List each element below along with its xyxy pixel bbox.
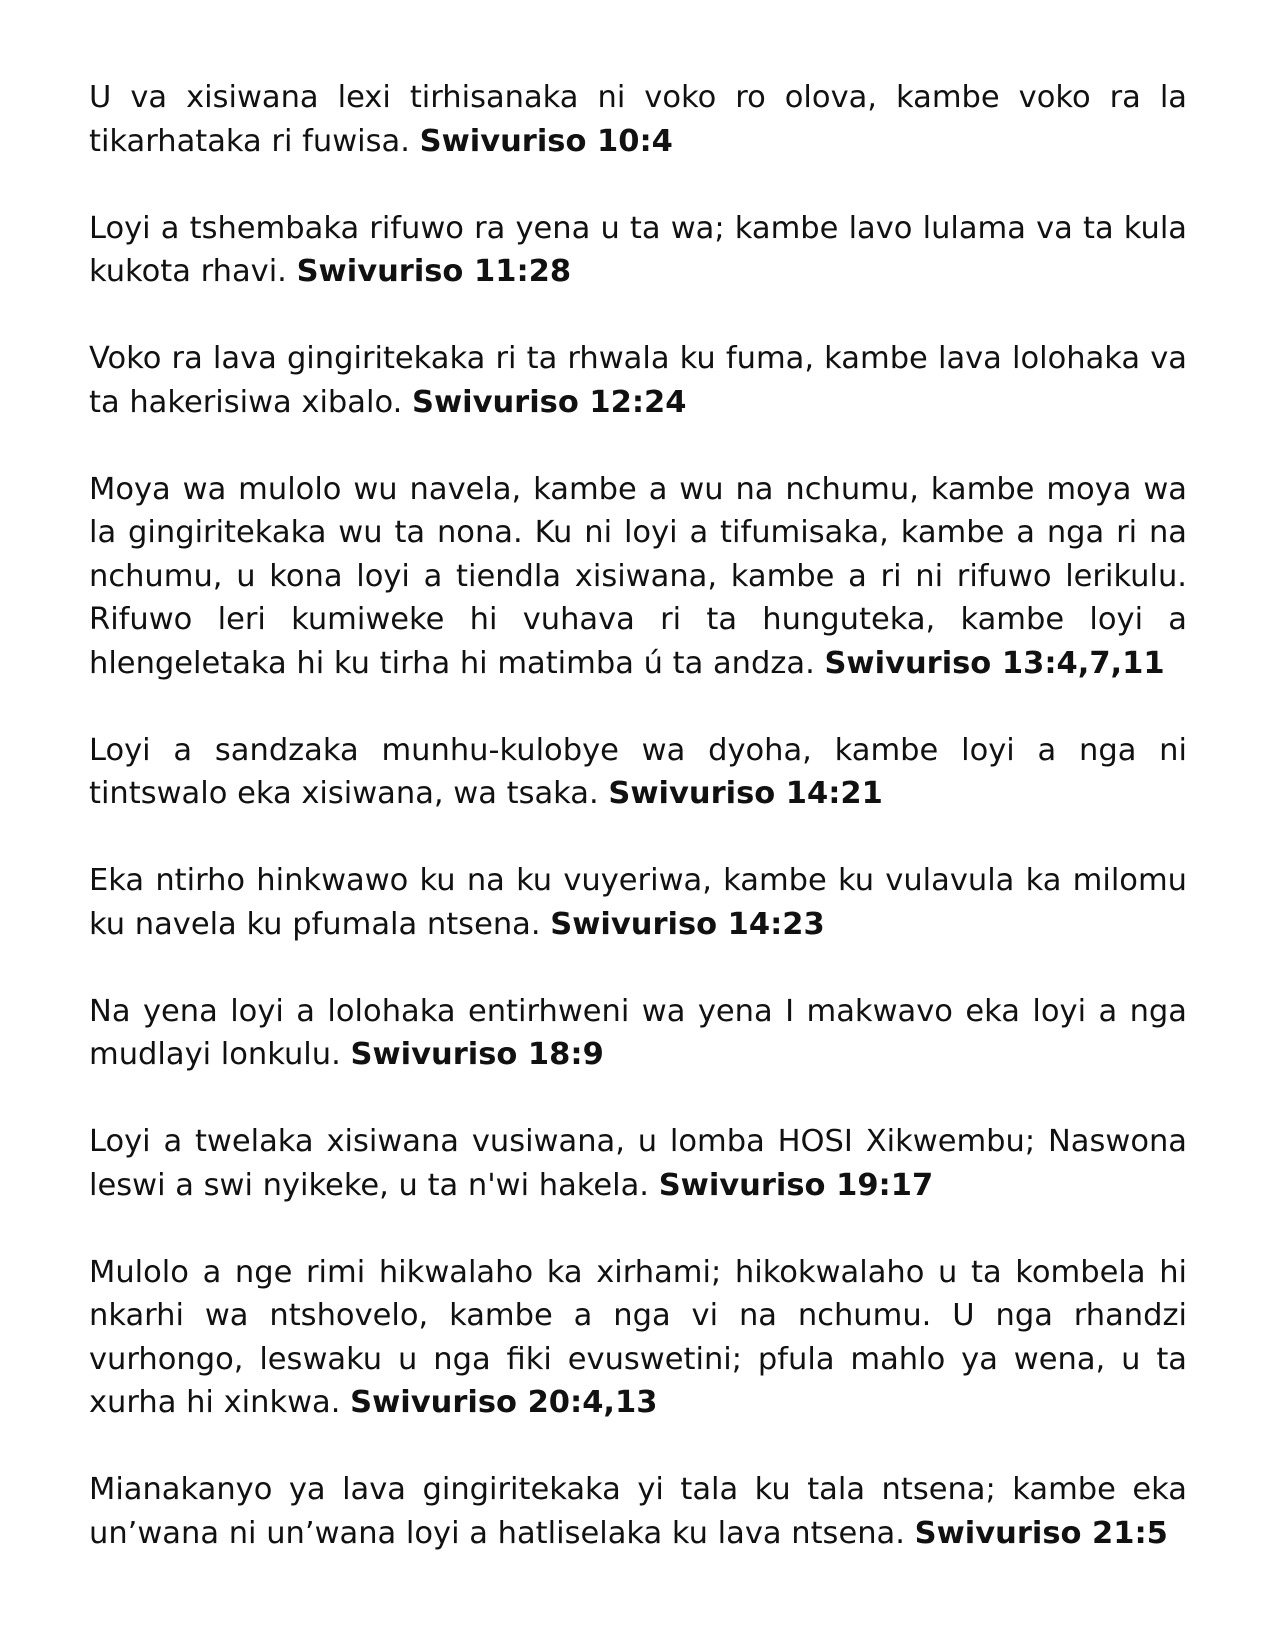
document-page	[89, 76, 1187, 1599]
verse-paragraph	[89, 468, 1187, 686]
verse-paragraph	[89, 990, 1187, 1077]
verse-paragraph	[89, 1120, 1187, 1207]
verse-paragraph	[89, 207, 1187, 294]
verse-paragraph	[89, 729, 1187, 816]
verse-paragraph	[89, 76, 1187, 163]
verse-text: Loyi a sandzaka munhu-kulobye wa dyoha, kambe loyi a nga ni tintswalo eka xisiwana, wa tsaka.	[89, 732, 1187, 811]
verse-reference: Swivuriso 18:9	[350, 1037, 604, 1072]
verse-paragraph	[89, 1251, 1187, 1425]
verse-reference: Swivuriso 12:24	[411, 384, 687, 420]
verse-reference: Swivuriso 20:4,13	[350, 1385, 658, 1420]
verse-reference: Swivuriso 13:4,7,11	[824, 645, 1165, 681]
verse-text: Na yena loyi a lolohaka entirhweni wa yena I makwavo eka loyi a nga mudlayi lonkulu.	[89, 993, 1187, 1072]
verse-paragraph	[89, 859, 1187, 946]
verse-reference: Swivuriso 14:21	[608, 776, 883, 811]
verse-text: Loyi a tshembaka rifuwo ra yena u ta wa; kambe lavo lulama va ta kula kukota rhavi.	[89, 210, 1187, 289]
verse-reference: Swivuriso 21:5	[914, 1515, 1168, 1551]
verse-text: Loyi a twelaka xisiwana vusiwana, u lomba HOSI Xikwembu; Naswona leswi a swi nyikeke, u ta n'wi hakela.	[89, 1124, 1187, 1203]
verse-reference: Swivuriso 14:23	[550, 906, 825, 942]
verse-text: U va xisiwana lexi tirhisanaka ni voko ro olova, kambe voko ra la tikarhataka ri fuwisa.	[89, 80, 1187, 159]
verse-reference: Swivuriso 11:28	[296, 254, 572, 289]
verse-text: Moya wa mulolo wu navela, kambe a wu na nchumu, kambe moya wa la gingiritekaka wu ta nona. Ku ni loyi a tifumisaka, kambe a nga ri na nchumu, u kona loyi a tiendla xisiwana, kambe a ri ni rifuwo lerikulu. Rifuwo leri kumiweke hi vuhava ri ta hunguteka, kambe loyi a hlengeletaka hi ku tirha hi matimba ú ta andza.	[89, 471, 1187, 681]
verse-text: Eka ntirho hinkwawo ku na ku vuyeriwa, kambe ku vulavula ka milomu ku navela ku pfumala ntsena.	[89, 863, 1187, 942]
verse-reference: Swivuriso 10:4	[419, 123, 673, 159]
verse-text: Mulolo a nge rimi hikwalaho ka xirhami; hikokwalaho u ta kombela hi nkarhi wa ntshovelo, kambe a nga vi na nchumu. U nga rhandzi vurhongo, leswaku u nga fiki evuswetini; pfula mahlo ya wena, u ta xurha hi xinkwa.	[89, 1254, 1187, 1420]
verse-paragraph	[89, 337, 1187, 424]
verse-paragraph	[89, 1468, 1187, 1555]
verse-text: Voko ra lava gingiritekaka ri ta rhwala ku fuma, kambe lava lolohaka va ta hakerisiwa xibalo.	[89, 341, 1187, 420]
verse-text: Mianakanyo ya lava gingiritekaka yi tala ku tala ntsena; kambe eka un’wana ni un’wana loyi a hatliselaka ku lava ntsena.	[89, 1472, 1187, 1551]
verse-reference: Swivuriso 19:17	[658, 1167, 934, 1203]
